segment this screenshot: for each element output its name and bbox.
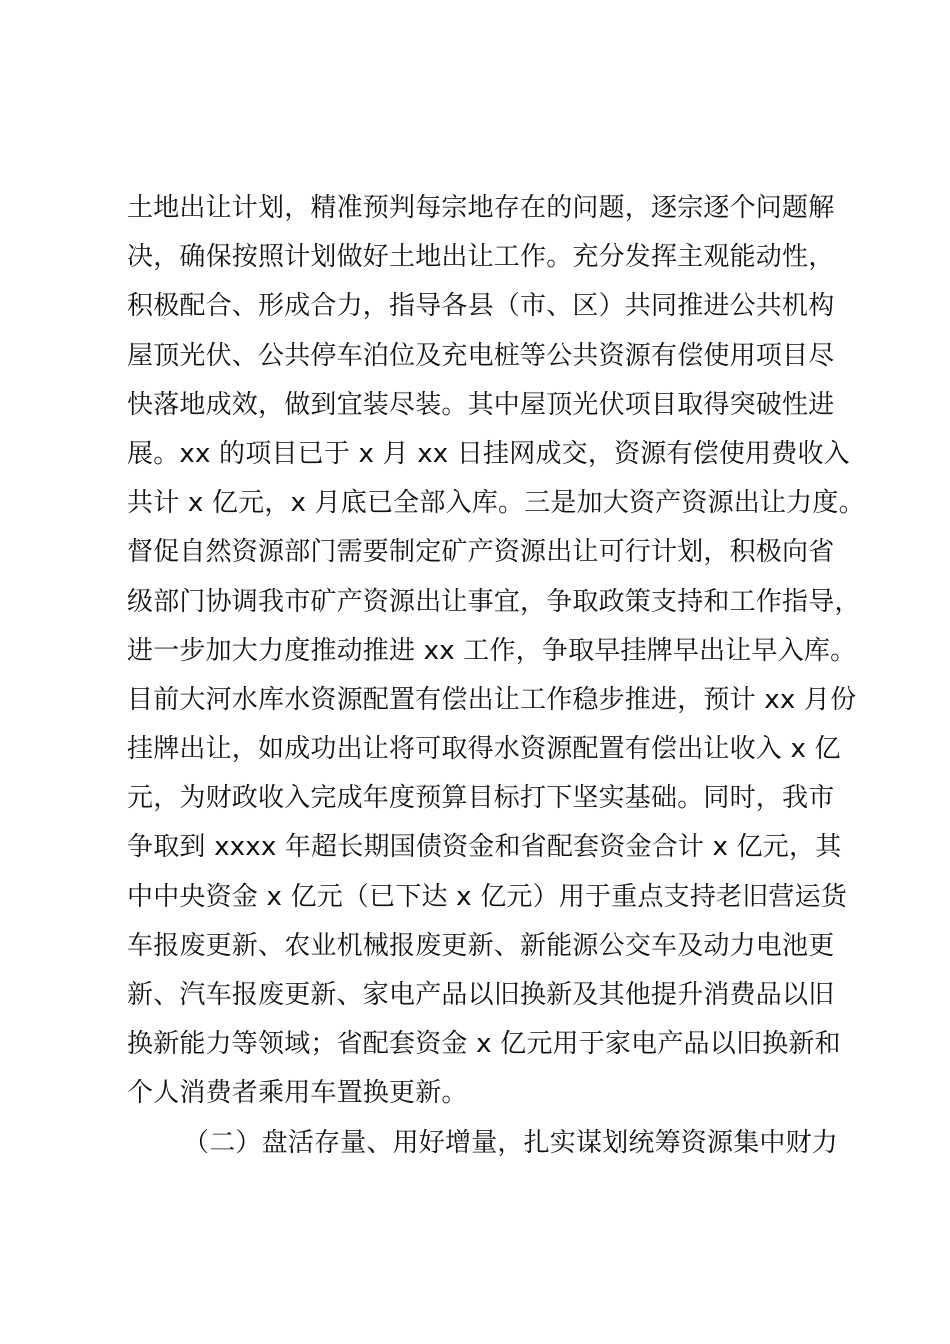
text-line: 挂牌出让，如成功出让将可取得水资源配置有偿出让收入 x 亿 [127, 734, 841, 765]
text-line: 决，确保按照计划做好土地出让工作。充分发挥主观能动性， [127, 242, 835, 273]
text-line: 督促自然资源部门需要制定矿产资源出让可行计划，积极向省 [127, 537, 835, 568]
body-text [127, 184, 865, 1168]
text-line: 争取到 xxxx 年超长期国债资金和省配套资金合计 x 亿元，其 [127, 832, 842, 863]
text-line: 进一步加大力度推动推进 xx 工作，争取早挂牌早出让早入库。 [127, 635, 857, 666]
text-line: 快落地成效，做到宜装尽装。其中屋顶光伏项目取得突破性进 [127, 389, 835, 420]
text-line: 中中央资金 x 亿元（已下达 x 亿元）用于重点支持老旧营运货 [127, 881, 848, 912]
text-line: 土地出让计划，精准预判每宗地存在的问题，逐宗逐个问题解 [127, 193, 835, 223]
text-line: 展。xx 的项目已于 x 月 xx 日挂网成交，资源有偿使用费收入 [127, 438, 850, 469]
text-line: 级部门协调我市矿产资源出让事宜，争取政策支持和工作指导， [127, 586, 861, 617]
text-line: 车报废更新、农业机械报废更新、新能源公交车及动力电池更 [127, 930, 835, 961]
section-heading: （二）盘活存量、用好增量，扎实谋划统筹资源集中财力 [183, 1127, 839, 1158]
text-line: 目前大河水库水资源配置有偿出让工作稳步推进，预计 xx 月份 [127, 684, 857, 715]
text-line: 积极配合、形成合力，指导各县（市、区）共同推进公共机构 [127, 291, 835, 322]
text-line: 屋顶光伏、公共停车泊位及充电桩等公共资源有偿使用项目尽 [127, 340, 835, 371]
text-line: 新、汽车报废更新、家电产品以旧换新及其他提升消费品以旧 [127, 980, 835, 1010]
text-line: 元，为财政收入完成年度预算目标打下坚实基础。同时，我市 [127, 783, 835, 814]
text-line: 共计 x 亿元，x 月底已全部入库。三是加大资产资源出让力度。 [127, 488, 865, 519]
text-line: 个人消费者乘用车置换更新。 [127, 1078, 468, 1109]
text-line: 换新能力等领域；省配套资金 x 亿元用于家电产品以旧换新和 [127, 1029, 841, 1060]
